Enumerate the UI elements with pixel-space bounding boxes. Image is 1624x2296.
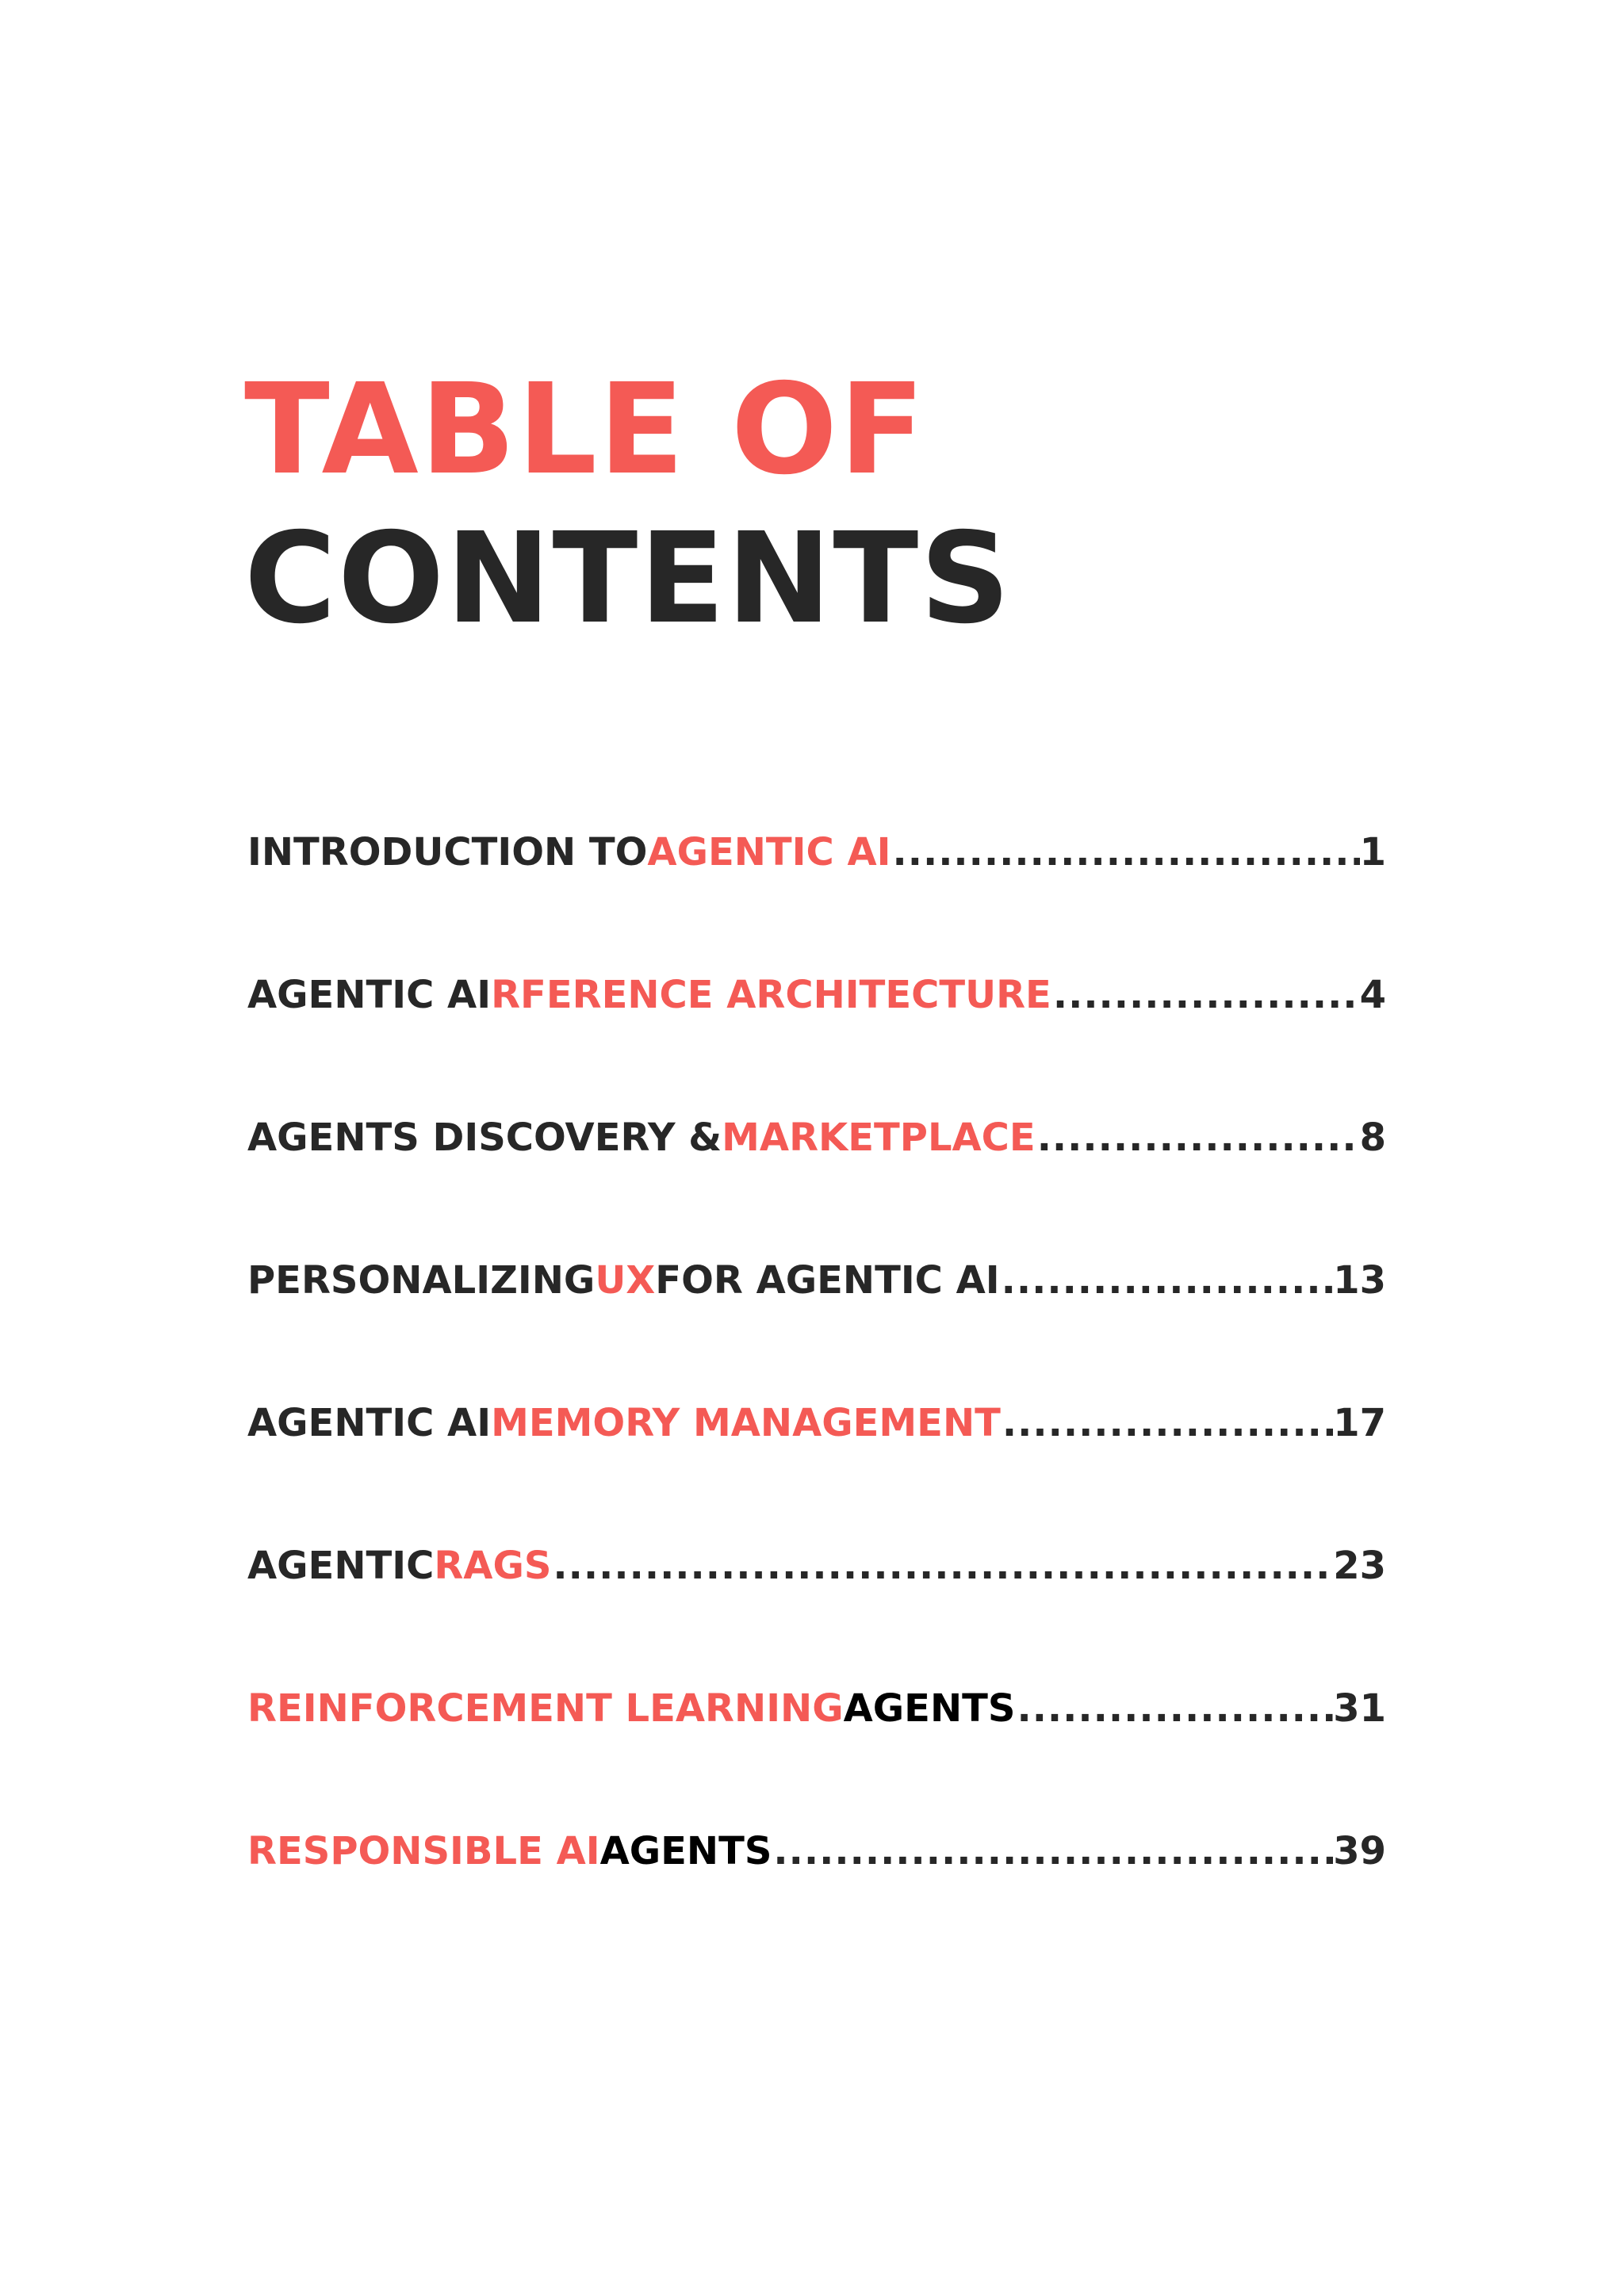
dot-leader [1036, 1106, 1360, 1169]
toc-page-number: 23 [1333, 1544, 1386, 1588]
title-line-1: TABLE OF [244, 357, 927, 503]
toc-entry-text: RAGS [434, 1544, 552, 1588]
toc-entry[interactable] [247, 1391, 1386, 1534]
toc-entry-text: INTRODUCTION TO [247, 830, 648, 874]
toc-entry[interactable] [247, 1534, 1386, 1677]
toc-page-number: 39 [1333, 1829, 1386, 1873]
dot-leader [551, 1534, 1333, 1598]
page-title [244, 355, 1012, 653]
toc-entry[interactable] [247, 1820, 1386, 1962]
toc-entry-text: MEMORY MANAGEMENT [491, 1401, 1001, 1445]
toc-entry-text: REINFORCEMENT LEARNING [247, 1686, 844, 1731]
dot-leader [772, 1820, 1333, 1883]
toc-page-number: 13 [1333, 1258, 1386, 1303]
toc-entry[interactable] [247, 1106, 1386, 1249]
toc-entry-text: RESPONSIBLE AI [247, 1829, 600, 1873]
toc-entry-text: MARKETPLACE [722, 1115, 1036, 1160]
toc-page-number: 17 [1333, 1401, 1386, 1445]
toc-entry-text: AGENTIC AI [247, 1401, 492, 1445]
toc-entry-text: FOR AGENTIC AI [655, 1258, 1000, 1303]
title-line-2: CONTENTS [244, 506, 1013, 652]
toc-page-number: 1 [1359, 830, 1386, 874]
toc-page-number: 31 [1333, 1686, 1386, 1731]
toc-entry-text: AGENTS DISCOVERY & [247, 1115, 722, 1160]
toc-page-number: 8 [1359, 1115, 1386, 1160]
toc-entry-text: AGENTIC [247, 1544, 435, 1588]
toc-entry-text: UX [595, 1258, 656, 1303]
toc-page-number: 4 [1359, 973, 1386, 1017]
toc-entry-text: AGENTIC AI [247, 973, 492, 1017]
dot-leader [1001, 1391, 1333, 1455]
dot-leader [1000, 1249, 1334, 1312]
dot-leader [1015, 1677, 1333, 1740]
toc-entry-text: RFERENCE ARCHITECTURE [491, 973, 1051, 1017]
dot-leader [1051, 963, 1360, 1027]
toc-entry-text: PERSONALIZING [247, 1258, 596, 1303]
toc-entry[interactable] [247, 963, 1386, 1106]
table-of-contents [247, 821, 1386, 1962]
toc-entry[interactable] [247, 821, 1386, 963]
toc-entry-text: AGENTS [599, 1829, 772, 1873]
toc-entry[interactable] [247, 1677, 1386, 1820]
toc-entry[interactable] [247, 1249, 1386, 1391]
toc-entry-text: AGENTIC AI [647, 830, 891, 874]
dot-leader [891, 821, 1359, 884]
toc-entry-text: AGENTS [843, 1686, 1016, 1731]
